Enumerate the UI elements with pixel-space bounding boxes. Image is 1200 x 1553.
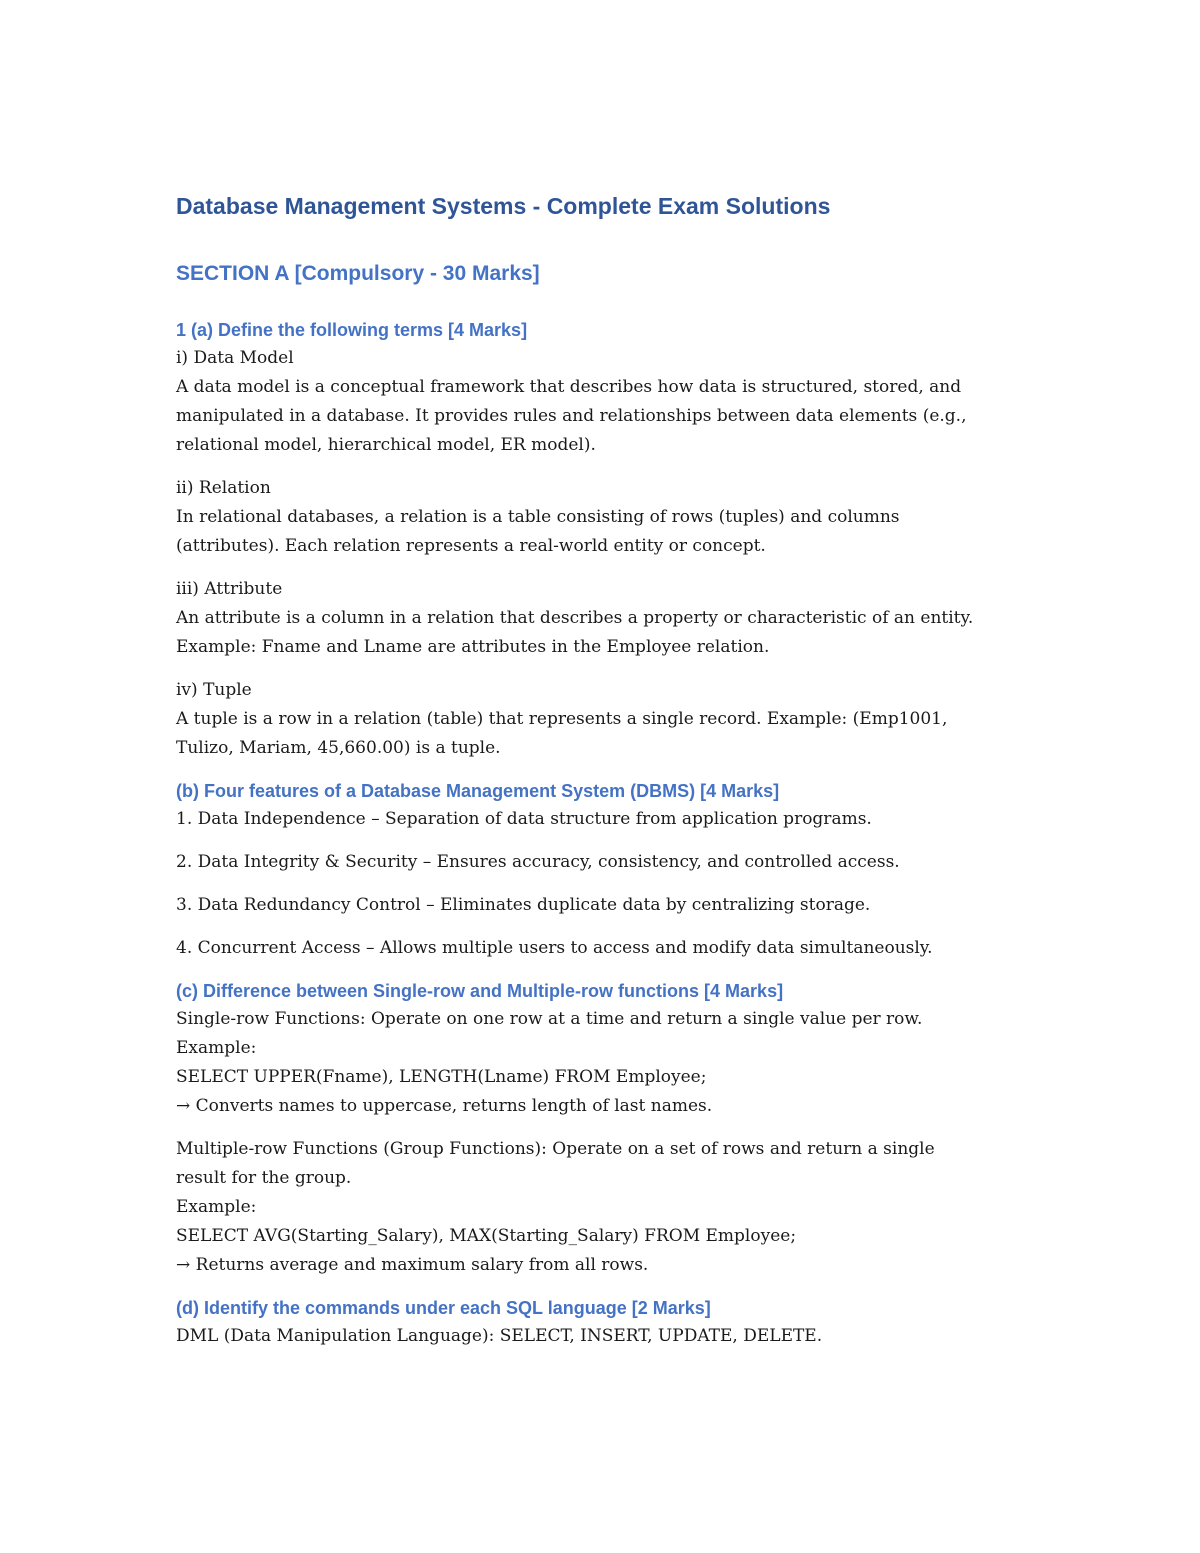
term-label: ii) Relation: [176, 478, 271, 498]
term-line: Example: Fname and Lname are attributes in the Employee relation.: [176, 637, 770, 657]
term-line: A data model is a conceptual framework that describes how data is structured, stored, and: [176, 377, 962, 397]
term-relation: [176, 474, 1056, 561]
feature-item: 4. Concurrent Access – Allows multiple users to access and modify data simultaneously.: [176, 938, 933, 958]
single-row-functions: [176, 1005, 1056, 1121]
dml-line: DML (Data Manipulation Language): SELECT, INSERT, UPDATE, DELETE.: [176, 1326, 823, 1346]
document-title: Database Management Systems - Complete Exam Solutions: [176, 193, 831, 219]
single-row-code: SELECT UPPER(Fname), LENGTH(Lname) FROM Employee;: [176, 1067, 707, 1087]
single-row-line: Example:: [176, 1038, 257, 1058]
multiple-row-functions: [176, 1135, 1056, 1280]
term-label: iii) Attribute: [176, 579, 283, 599]
term-attribute: [176, 575, 1056, 662]
question-1d-heading: (d) Identify the commands under each SQL language [2 Marks]: [176, 1298, 711, 1318]
section-a-heading: SECTION A [Compulsory - 30 Marks]: [176, 262, 540, 285]
term-data-model: [176, 344, 1056, 460]
multiple-row-line: Example:: [176, 1197, 257, 1217]
multiple-row-code: SELECT AVG(Starting_Salary), MAX(Starting_Salary) FROM Employee;: [176, 1226, 797, 1246]
single-row-line: → Converts names to uppercase, returns length of last names.: [176, 1096, 713, 1116]
single-row-line: Single-row Functions: Operate on one row at a time and return a single value per row.: [176, 1009, 923, 1029]
question-1b-heading: (b) Four features of a Database Management System (DBMS) [4 Marks]: [176, 781, 780, 801]
term-label: i) Data Model: [176, 348, 294, 368]
term-line: An attribute is a column in a relation that describes a property or characteristic of an entity.: [176, 608, 974, 628]
term-label: iv) Tuple: [176, 680, 252, 700]
term-line: relational model, hierarchical model, ER model).: [176, 435, 596, 455]
feature-item: 2. Data Integrity & Security – Ensures accuracy, consistency, and controlled access.: [176, 852, 900, 872]
feature-item: 1. Data Independence – Separation of data structure from application programs.: [176, 809, 872, 829]
term-line: In relational databases, a relation is a table consisting of rows (tuples) and columns: [176, 507, 900, 527]
multiple-row-line: result for the group.: [176, 1168, 352, 1188]
term-line: (attributes). Each relation represents a real-world entity or concept.: [176, 536, 766, 556]
multiple-row-line: Multiple-row Functions (Group Functions): Operate on a set of rows and return a single: [176, 1139, 935, 1159]
document-page: [176, 188, 1056, 1351]
multiple-row-line: → Returns average and maximum salary from all rows.: [176, 1255, 649, 1275]
question-1c-heading: (c) Difference between Single-row and Multiple-row functions [4 Marks]: [176, 981, 784, 1001]
question-1a-heading: 1 (a) Define the following terms [4 Marks]: [176, 320, 528, 340]
term-line: manipulated in a database. It provides rules and relationships between data elements (e.g.,: [176, 406, 967, 426]
term-tuple: [176, 676, 1056, 763]
term-line: Tulizo, Mariam, 45,660.00) is a tuple.: [176, 738, 501, 758]
term-line: A tuple is a row in a relation (table) that represents a single record. Example: (Emp1001,: [176, 709, 948, 729]
feature-item: 3. Data Redundancy Control – Eliminates duplicate data by centralizing storage.: [176, 895, 871, 915]
